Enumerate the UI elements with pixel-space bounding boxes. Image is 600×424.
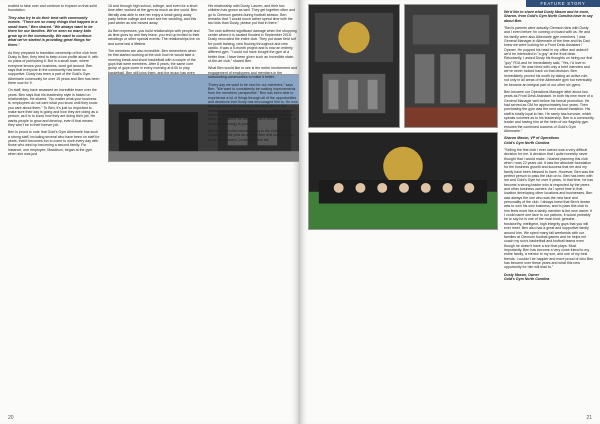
paragraph: The members are also incredible. Ben remembers when he first started working at the club how he would take a morning break and shoot basketball with a couple of the guys that were members. After 8 years, the same core group of guys come in every morning at 6:00 to play basketball. Ben still joins them, and the group has even bbox=[108, 49, 197, 75]
paragraph: Ben is very excited about coming to the Gold's Gym Convention this year as a franchisee and looks forward to his first Owners' Conference this fall. bbox=[208, 128, 295, 142]
gym-group-photo bbox=[308, 132, 498, 230]
paragraph: His relationship with Dusty, Lauren, and their two children has grown as well. They get together often and go to Clemson games during football season. Ben remarks that "I would much rather spend time with the two kids than Dusty, please put that in there." bbox=[208, 4, 296, 26]
paragraph: The club suffered significant damage when the shopping center where it is located flooded in September 2015. Dusty renovated the entire club. They put down field turf for youth training, new flooring throughout and new cardio. It was a 5-month project and is now an entirely different gym. "I could not have bought the gym at a better time. I have been given such an incredible state-of-the-art club," shared Ben. bbox=[208, 28, 297, 64]
page-number: 21 bbox=[586, 415, 592, 421]
paragraph: "Every day we want to be new for our members," says Ben. "We want to consistently be making improvements from the members' perspective." Ben has been able to experience a lot of things through all of the opportunities and decisions that Dusty has encouraged him to. He now has a good feel for the brand and feels like he has already been in the franchisee role for a while. He feels that the franchisees have been a big impact, which has been very positive for the brand as a whole. They are all in and the synergy is good. bbox=[208, 82, 298, 126]
right-column-3 bbox=[504, 10, 594, 284]
paragraph: "Selling the first club I ever owned was a very difficult decision for me. A decision that I quite honestly never thought that I would make. I started planning this club when I was 22 years old. It was the absolute foundation for the business growth and success that me and my family have been blessed to have. However, Ben was the perfect person to pass the club on to. Ben has been with me and Gold's Gym for over 9 years. In that time, he has become a strong leader who is respected by the peers and other business owners. As I spent time in that location developing other locations and businesses, Ben was always the one who was the new face and personality of the club. I always knew that Ben's dream was to own his own business, and to pass this club to him feels more like a family member is the new owner. If I could name one face to our patrons, it would probably be to say he is one of the most kind, genuine, trustworthy, intelligent, high integrity guys that you will ever meet. Ben also has a great and supportive family around him. We spent many fall weekends with our families at Clemson football games and he helps me coach my son's basketball and football teams even though he doesn't have a son that plays. Most importantly, Ben has become a very close friend to my entire family, a mentor to my son, and one of my best friends. I couldn't be happier and more proud of who Ben has become over these years and what this new opportunity for him will lead to." bbox=[504, 147, 594, 270]
signature-name: Sharon Mason, VP of Operations bbox=[504, 136, 560, 141]
gym-floor-photo bbox=[404, 4, 498, 128]
paragraph: Ben is proud to note that Gold's Gym Albemarle has such a strong staff, including several who have been on staff for years, that it becomes fun to come to work every day with those who wind up becoming a second family. For instance, one employee, Maddison, began at the gym when she was just bbox=[8, 130, 100, 157]
paragraph: "Ben's parents were actually Clemson fans with Dusty and I even before I'm coming on board with us. He and his family were also Albemarle gym members. I was General Manager in Albemarle of the time and his Dad knew we were looking for a Front Desk Assistant / Opener. He popped his head in my office and asked if we'd be interested in "a guy" at the front desk. Reluctantly, I asked Dusty his thoughts on hiring our first "guy" FDA and he immediately said, "Yes, I'd love to have him!" He was hired with only a brief interview and we've never looked back on that decision. Ben immediately proved his worth by taking an active role, not only in all areas of the Albemarle gym but eventually he became an integral part of our other six gyms. bbox=[504, 26, 593, 87]
left-column-1 bbox=[8, 4, 100, 159]
signature-org: Gold's Gym North Carolina bbox=[504, 140, 550, 145]
page-number: 20 bbox=[8, 415, 14, 421]
paragraph: As they prepared to transition ownership of the club from Dusty to Ben, they tried to keep a low profile about it, with no plans of publicizing it. But in a small town, where everyone knows your business, word got around. Ben says that everyone in the community has been so supportive. Dusty has been a part of the Gold's Gym Albemarle community for over 15 years and Ben has been there now for 9. bbox=[8, 50, 100, 85]
paragraph: 16 and through high school, college, and even for a short time after, worked at the gym as much as she could. Ben literally was able to see her enjoy a small going away party before college and even see her wedding, and this past winter as she moved away. bbox=[108, 4, 198, 26]
signature-org: Gold's Gym North Carolina bbox=[504, 276, 550, 281]
signature bbox=[504, 136, 594, 145]
paragraph: excited to take over and continue to expand on that solid foundation. bbox=[8, 4, 97, 13]
paragraph: What Ben would like to see is the entire involvement and engagement of employees and members in the surrounding communities to make it better. bbox=[208, 66, 297, 80]
signature-name: Dusty Mason, Owner bbox=[504, 272, 540, 277]
left-column-3 bbox=[208, 4, 298, 145]
right-page bbox=[300, 0, 600, 424]
paragraph: On staff, they have amassed an incredible team over the years. Ben says that his leadership style is based on relationships. He shared, "No matter what your business is, employees do not care what you know until they know you care about them." To Ben, it's just so important to make sure their day is going and how they are doing as a person, as it is to know how they are doing their job. He wants people to grow and develop, even if that means they won't be in their forever job. bbox=[8, 88, 98, 128]
gym-interior-photo bbox=[308, 4, 400, 128]
paragraph: As Ben expresses, you build relationships with people and as time goes by and they leave, you end up invited to their weddings or other special events. The relationships live on and some last a lifetime. bbox=[108, 28, 200, 46]
section-tab: FEATURE STORY bbox=[526, 0, 600, 7]
paragraph: We'd like to share what Dusty Mason and he more, Sharon, from Gold's Gym North Carolina have to say about Ben. bbox=[504, 10, 593, 23]
pull-quote: They also try to do their best with community events. "There are so many things that happen in a small town," Ben shared. "We always want to be there for our families. We've seen so many kids grow up in the community. We want to continue what we've started is providing great things for them." bbox=[8, 15, 98, 47]
paragraph: Ben became our Operations Manager after about two years as Front Desk Assistant. In both his new more of a General Manager well before his formal promotion. He had served as GM for approximately four years. Then purchasing the gym was the next natural transition. His staff is totally loyal to him. He rarely has turnover, which speaks volumes as to his leadership. Ben is a community leader and having him at the helm of our flagship gym ensures the continued success of Gold's Gym Albemarle." bbox=[504, 89, 594, 133]
signature bbox=[504, 273, 594, 282]
